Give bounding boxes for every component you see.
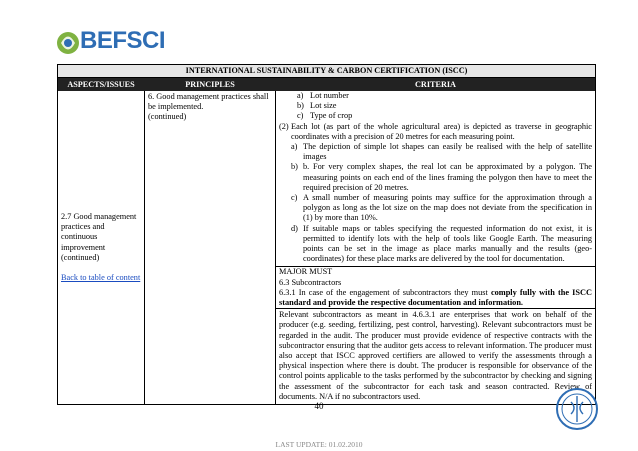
subcontractors-requirement: 6.3.1 In case of the engagement of subcontractors they must comply fully with the ISCC standard and provide the respective documentation and information. [279,287,592,308]
fao-logo [556,388,598,430]
aspect-line: practices and continuous [61,222,105,242]
subcontractors-heading: 6.3 Subcontractors [279,277,342,287]
principle-line: 6. Good management practices shall [148,92,269,101]
principle-cell [145,91,276,404]
aspect-line: 2.7 Good management [61,212,137,221]
principle-line: be implemented. [148,102,204,112]
logo-text: BEFSCI [80,27,166,54]
list-item: a) The depiction of simple lot shapes can easily be realised with the help of satellite images [291,142,592,162]
header-aspects: ASPECTS/ISSUES [58,78,145,91]
list-item: c) Type of crop [297,111,353,121]
criteria-part-1 [276,91,595,266]
table-row [58,91,595,404]
list-item: c) A small number of measuring points may suffice for the approximation through a polygon as long as the lot size on the map does not deviate from the specification in (1) by more than 10%. [291,193,592,223]
list-item: a) Lot number [297,91,349,100]
aspect-cell [58,91,145,404]
criteria-cell [276,91,595,404]
header-criteria: CRITERIA [415,80,456,89]
aspect-line: (continued) [61,252,100,262]
aspect-line: improvement [61,242,106,252]
list-item: (2) Each lot (as part of the whole agricultural area) is depicted as traverse in geographic coordinates with a precision of 20 metres for each measuring point. [279,121,592,141]
criteria-part-3: Relevant subcontractors as meant in 4.6.3.1 are enterprises that work on behalf of the producer (e.g. seeding, fertilizing, pest control, harvesting). Relevant subcontractors must be regarded in the audit. The producer must provide evidence of respective contracts with the subcontractor ensuring that the auditor gets access to relevant information. The producer must also accept that ISCC approved certifiers are allowed to verify the assessments through a physical inspection where there is doubt. The producer is responsible for observance of the control points applicable to the tasks performed by the subcontractor by checking and signing the assessment of the subcontractor for each task and season contracted. Review of documents. N/A if no subcontractors used. [276,308,595,404]
table-title: INTERNATIONAL SUSTAINABILITY & CARBON CERTIFICATION (ISCC) [58,65,595,78]
table-header-row [58,78,595,91]
last-update-footer: LAST UPDATE: 01.02.2010 [275,440,363,449]
iscc-table [57,64,596,405]
principle-line: (continued) [148,112,187,122]
list-item: b) b. For very complex shapes, the real lot can be approximated by a polygon. The measuring points on each end of the lines framing the polygon then have to meet the required precision of 20 metres. [291,162,592,192]
header-principles: PRINCIPLES [145,78,276,91]
list-item: d) If suitable maps or tables specifying the requested information do not exist, it is permitted to identify lots with the help of tools like Google Earth. The measuring points can be set in the image as place marks manually and the results (geo-coordinates) for these place marks are delivered by the tool for documentation. [291,223,592,264]
list-item: b) Lot size [297,101,337,111]
criteria-part-2 [276,266,595,308]
page-number: 40 [314,401,324,411]
major-must-label: MAJOR MUST [279,267,333,277]
back-to-toc-link[interactable]: Back to table of content [61,273,141,283]
